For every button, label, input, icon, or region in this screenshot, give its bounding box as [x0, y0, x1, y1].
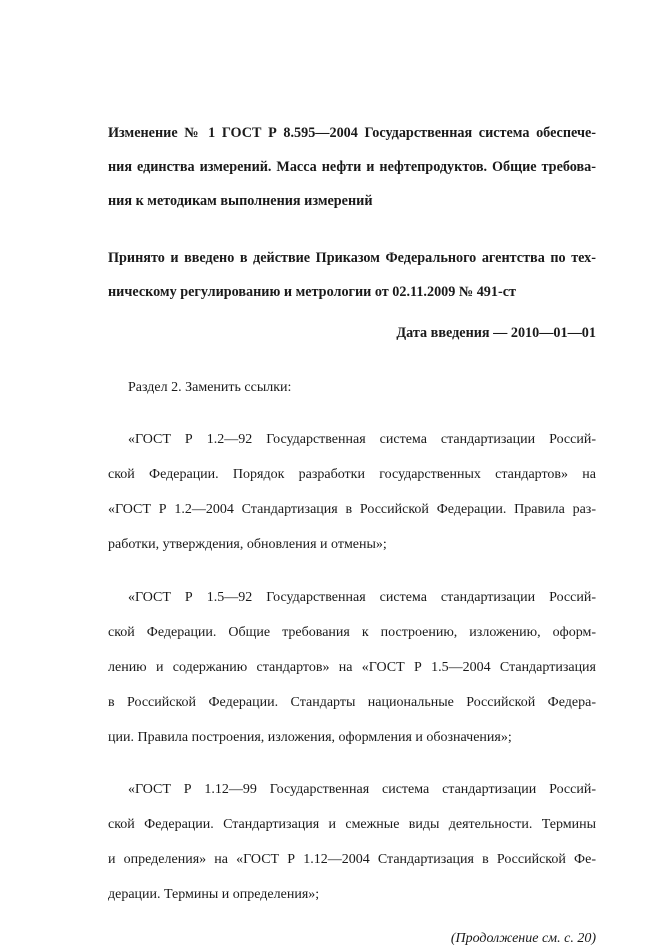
paragraph-line: ции. Правила построения, изложения, оформления и обозначения»; — [108, 729, 512, 745]
paragraph-line: лению и содержанию стандартов» на «ГОСТ Р 1.5—2004 Стандартизация — [108, 659, 596, 675]
paragraph-line: в Российской Федерации. Стандарты национальные Российской Федера- — [108, 694, 596, 710]
paragraph-line: «ГОСТ Р 1.2—92 Государственная система стандартизации Россий- — [128, 432, 596, 447]
paragraph-line: дерации. Термины и определения»; — [108, 887, 320, 902]
continuation-note: (Продолжение см. с. 20) — [450, 931, 596, 946]
adoption-statement — [108, 233, 596, 318]
amendment-body — [108, 361, 596, 947]
replacement-paragraph — [108, 414, 596, 572]
replacement-paragraph — [108, 571, 596, 764]
document-page — [108, 108, 596, 947]
effective-date: Дата введения — 2010—01—01 — [396, 325, 596, 341]
section-intro-text: Раздел 2. Заменить ссылки: — [128, 379, 292, 395]
adoption-line: ническому регулированию и метрологии от 02.11.2009 № 491-ст — [108, 284, 516, 300]
paragraph-line: и определения» на «ГОСТ Р 1.12—2004 Стандартизация в Российской Фе- — [108, 852, 596, 867]
title-line: Изменение № 1 ГОСТ Р 8.595—2004 Государственная система обеспече- — [108, 125, 596, 141]
amendment-title — [108, 108, 596, 227]
paragraph-line: «ГОСТ Р 1.2—2004 Стандартизация в Российской Федерации. Правила раз- — [108, 502, 596, 517]
paragraph-line: ской Федерации. Стандартизация и смежные виды деятельности. Термины — [108, 817, 596, 832]
replacement-paragraph — [108, 764, 596, 922]
paragraph-line: «ГОСТ Р 1.12—99 Государственная система стандартизации Россий- — [128, 782, 596, 797]
section-intro — [108, 361, 596, 414]
title-line: ния единства измерений. Масса нефти и нефтепродуктов. Общие требова- — [108, 159, 596, 175]
title-line: ния к методикам выполнения измерений — [108, 193, 373, 209]
paragraph-line: «ГОСТ Р 1.5—92 Государственная система стандартизации Россий- — [128, 589, 596, 605]
paragraph-line: ской Федерации. Общие требования к построению, изложению, оформ- — [108, 624, 596, 640]
paragraph-line: работки, утверждения, обновления и отмены»; — [108, 537, 387, 552]
adoption-line: Принято и введено в действие Приказом Федерального агентства по тех- — [108, 250, 596, 266]
paragraph-line: ской Федерации. Порядок разработки государственных стандартов» на — [108, 467, 596, 482]
